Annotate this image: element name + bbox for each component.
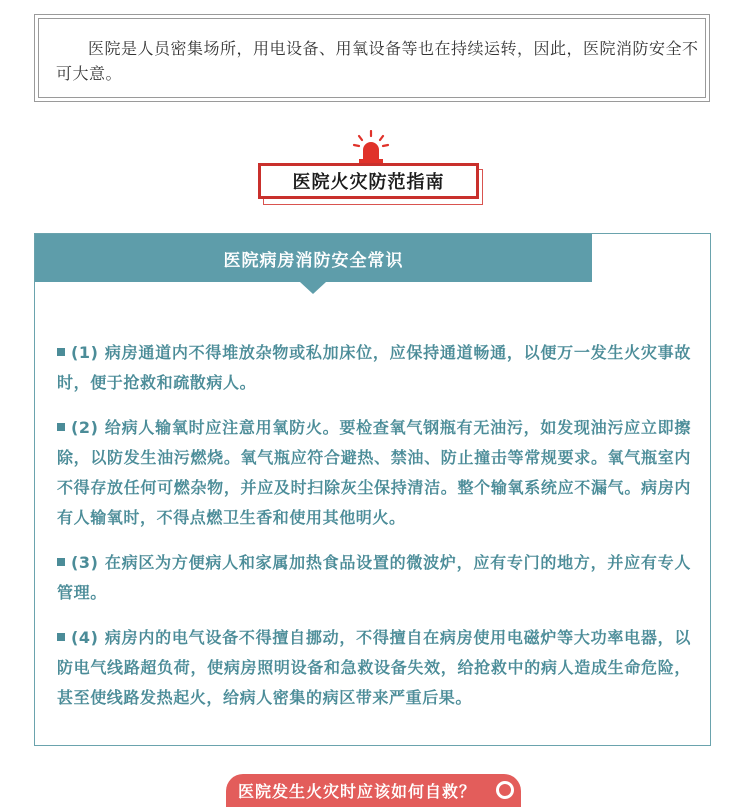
next-section-pill[interactable] [226, 774, 521, 807]
square-bullet-icon [57, 423, 65, 431]
intro-text: 医院是人员密集场所，用电设备、用氧设备等也在持续运转，因此，医院消防安全不可大意。 [56, 39, 699, 83]
guide-title-box [258, 163, 479, 199]
next-section-label: 医院发生火灾时应该如何自救？ [238, 782, 477, 801]
list-item [57, 623, 691, 713]
list-item-text: (1) 病房通道内不得堆放杂物或私加床位，应保持通道畅通，以便万一发生火灾事故时，便于抢救和疏散病人。 [57, 343, 691, 392]
safety-items-list [57, 338, 691, 728]
header-pointer [300, 282, 326, 294]
square-bullet-icon [57, 348, 65, 356]
alarm-light-icon [352, 130, 390, 166]
list-item-text: (3) 在病区为方便病人和家属加热食品设置的微波炉，应有专门的地方，并应有专人管理。 [57, 553, 691, 602]
list-item-text: (2) 给病人输氧时应注意用氧防火。要检查氧气钢瓶有无油污，如发现油污应立即擦除，以防发生油污燃烧。氧气瓶应符合避热、禁油、防止撞击等常规要求。氧气瓶室内不得存放任何可燃杂物，并应及时扫除灰尘保持清洁。整个输氧系统应不漏气。病房内有人输氧时，不得点燃卫生香和使用其他明火。 [57, 418, 691, 527]
intro-inner-frame [38, 18, 706, 98]
list-item [57, 548, 691, 608]
guide-title: 医院火灾防范指南 [292, 172, 445, 193]
section-header-text: 医院病房消防安全常识 [223, 250, 404, 271]
list-item [57, 338, 691, 398]
square-bullet-icon [57, 633, 65, 641]
section-header [35, 234, 592, 282]
circle-icon [496, 781, 514, 799]
square-bullet-icon [57, 558, 65, 566]
list-item-text: (4) 病房内的电气设备不得擅自挪动，不得擅自在病房使用电磁炉等大功率电器，以防电气线路超负荷，使病房照明设备和急救设备失效，给抢救中的病人造成生命危险，甚至使线路发热起火，给病人密集的病区带来严重后果。 [57, 628, 691, 707]
intro-box [34, 14, 710, 102]
safety-section-card [34, 233, 711, 746]
list-item [57, 413, 691, 533]
